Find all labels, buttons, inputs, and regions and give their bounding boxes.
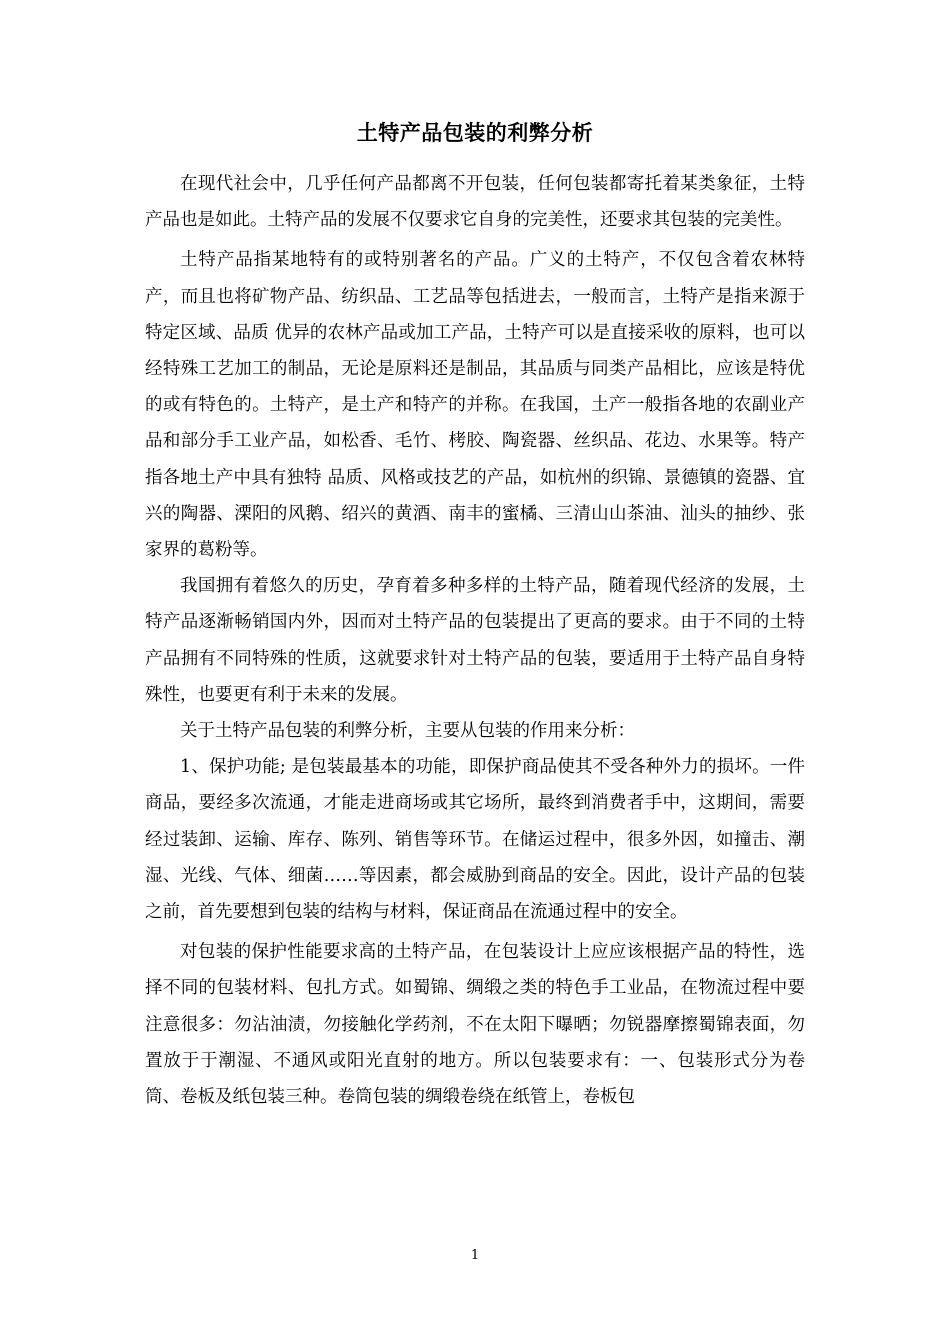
paragraph-intro: 在现代社会中，几乎任何产品都离不开包装，任何包装都寄托着某类象征，土特产品也是如此。土特产品的发展不仅要求它自身的完美性，还要求其包装的完美性。 [145,174,805,231]
paragraph-definition: 土特产品指某地特有的或特别著名的产品。广义的土特产，不仅包含着农林特产，而且也将矿物产品、纺织品、工艺品等包括进去，一般而言，土特产是指来源于特定区域、品质 优异的农林产品或加工产品，土特产可以是直接采收的原料，也可以经特殊工艺加工的制品，无论是原料还是制品，其品质与同类产品相比，应该是特优的或有特色的。土特产，是土产和特产的并称。在我国，土产一般指各地的农副业产品和部分手工业产品，如松香、毛竹、栲胶、陶瓷器、丝织品、花边、水果等。特产指各地土产中具有独特 品质、风格或技艺的产品，如杭州的织锦、景德镇的瓷器、宜兴的陶器、溧阳的风鹅、绍兴的黄酒、南丰的蜜橘、三清山山茶油、汕头的抽纱、张家界的葛粉等。 [145,250,805,561]
body-text [145,166,805,1115]
paragraph-protection-function: 1、保护功能; 是包装最基本的功能，即保护商品使其不受各种外力的损坏。一件商品，要经多次流通，才能走进商场或其它场所，最终到消费者手中，这期间，需要经过装卸、运输、库存、陈列、销售等环节。在储运过程中，很多外因，如撞击、潮湿、光线、气体、细菌……等因素，都会威胁到商品的安全。因此，设计产品的包装之前，首先要想到包装的结构与材料，保证商品在流通过程中的安全。 [145,757,805,923]
paragraph-analysis-intro: 关于土特产品包装的利弊分析，主要从包装的作用来分析： [180,721,635,742]
page-title: 土特产品包装的利弊分析 [356,121,594,145]
paragraph-background: 我国拥有着悠久的历史，孕育着多种多样的土特产品，随着现代经济的发展，土特产品逐渐畅销国内外，因而对土特产品的包装提出了更高的要求。由于不同的土特产品拥有不同特殊的性质，这就要求针对土特产品的包装，要适用于土特产品自身特殊性，也要更有利于未来的发展。 [145,576,805,705]
paragraph-packaging-requirements: 对包装的保护性能要求高的土特产品，在包装设计上应应该根据产品的特性，选择不同的包装材料、包扎方式。如蜀锦、绸缎之类的特色手工业品，在物流过程中要注意很多：勿沾油渍，勿接触化学药剂，不在太阳下曝晒；勿锐器摩擦蜀锦表面，勿置放于于潮湿、不通风或阳光直射的地方。所以包装要求有：一、包装形式分为卷筒、卷板及纸包装三种。卷筒包装的绸缎卷绕在纸管上，卷板包 [145,942,805,1108]
page-number: 1 [470,1248,480,1263]
